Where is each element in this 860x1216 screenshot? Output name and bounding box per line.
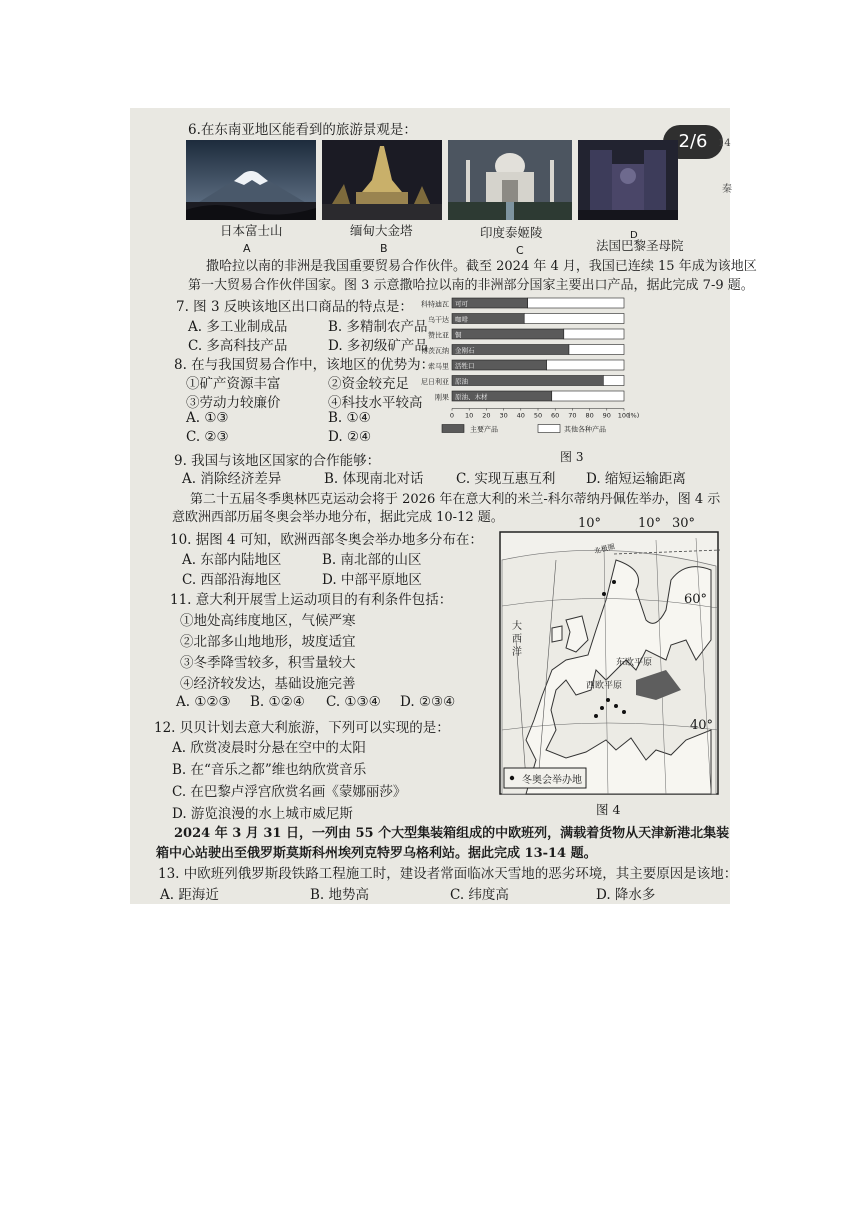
q13-option-a: A. 距海近 — [160, 887, 219, 903]
export-bar-chart — [400, 292, 670, 452]
x-tick-label: 10 — [465, 411, 474, 420]
x-tick-label: 70 — [568, 411, 577, 420]
q9-option-c: C. 实现互惠互利 — [456, 471, 556, 487]
bar-other-products — [524, 314, 624, 324]
map-legend-label: 冬奥会举办地 — [522, 775, 582, 786]
legend-label-other: 其他各种产品 — [564, 425, 606, 434]
photo-shwedagon-pagoda — [322, 140, 442, 220]
q11-item: ③冬季降雪较多，积雪量较大 — [180, 655, 356, 671]
bar-other-products — [547, 360, 624, 370]
x-unit-label: (%) — [628, 411, 640, 420]
q10-option-c: C. 西部沿海地区 — [182, 572, 282, 588]
bar-category-label: 赞比亚 — [428, 331, 449, 340]
q11-option-a: A. ①②③ — [176, 694, 231, 710]
edge-text: 秦 — [722, 184, 732, 195]
map-place-label: 西欧平原 — [586, 681, 623, 691]
q6-caption-c: 印度泰姬陵 — [480, 225, 543, 240]
q8-item: ③劳动力较廉价 — [186, 395, 281, 411]
q6-stem: 6.在东南亚地区能看到的旅游景观是： — [188, 122, 417, 138]
exam-page-photo — [130, 108, 757, 904]
q12-stem: 12. 贝贝计划去意大利旅游，下列可以实现的是： — [154, 720, 450, 736]
passage-2-line: 意欧洲西部历届冬奥会举办地分布，据此完成 10-12 题。 — [172, 510, 504, 525]
photo-mount-fuji — [186, 140, 316, 220]
passage-1-line: 撒哈拉以南的非洲是我国重要贸易合作伙伴。截至 2024 年 4 月，我国已连续 15 年成为该地区 — [206, 259, 757, 274]
bar-other-products — [564, 329, 624, 339]
legend-swatch-other — [538, 425, 560, 433]
photo-taj-mahal — [448, 140, 572, 220]
q9-option-a: A. 消除经济差异 — [182, 471, 282, 487]
bar-product-label: 原油 — [455, 377, 468, 386]
passage-3-line: 2024 年 3 月 31 日，一列由 55 个大型集装箱组成的中欧班列，满载着货物从天津新港北集装 — [174, 826, 730, 841]
q11-item: ②北部多山地地形，坡度适宜 — [180, 634, 356, 650]
passage-1-line: 第一大贸易合作伙伴国家。图 3 示意撒哈拉以南的非洲部分国家主要出口产品，据此完成 7-9 题。 — [188, 278, 754, 293]
q8-stem: 8. 在与我国贸易合作中，该地区的优势为： — [174, 357, 435, 373]
x-tick-label: 50 — [533, 411, 543, 420]
q7-option-b: B. 多精制农产品 — [328, 319, 428, 335]
q13-option-b: B. 地势高 — [310, 887, 370, 903]
q9-option-d: D. 缩短运输距离 — [586, 471, 686, 487]
map-place-label: 大西洋 — [512, 621, 522, 658]
q13-option-d: D. 降水多 — [596, 887, 656, 903]
bar-main-product — [452, 376, 603, 386]
q10-option-d: D. 中部平原地区 — [322, 572, 422, 588]
q6-letter-a: A — [243, 242, 251, 255]
bar-main-product — [452, 329, 564, 339]
bar-product-label: 金刚石 — [455, 346, 475, 355]
q11-option-b: B. ①②④ — [250, 694, 305, 710]
map-longitude-label: 10° — [638, 516, 662, 531]
q12-option-c: C. 在巴黎卢浮宫欣赏名画《蒙娜丽莎》 — [172, 784, 407, 800]
edge-text: 14 — [718, 138, 731, 149]
q8-option-a: A. ①③ — [186, 410, 229, 426]
q9-stem: 9. 我国与该地区国家的合作能够： — [174, 453, 381, 469]
bar-other-products — [603, 376, 624, 386]
x-tick-label: 30 — [499, 411, 508, 420]
q7-option-a: A. 多工业制成品 — [188, 319, 288, 335]
bar-other-products — [528, 298, 624, 308]
q7-option-c: C. 多高科技产品 — [188, 338, 288, 354]
map-place-label: 东欧平原 — [616, 658, 653, 668]
q8-item: ②资金较充足 — [328, 376, 409, 392]
q10-option-a: A. 东部内陆地区 — [182, 552, 282, 568]
map-place-label: 北极圈 — [593, 542, 616, 556]
q11-option-d: D. ②③④ — [400, 694, 456, 710]
q6-letter-c: C — [516, 244, 524, 257]
bar-category-label: 博茨瓦纳 — [421, 347, 449, 355]
x-tick-label: 0 — [449, 411, 455, 420]
x-tick-label: 90 — [602, 411, 611, 420]
bar-category-label: 刚果 — [435, 393, 449, 402]
q6-letter-b: B — [380, 242, 388, 255]
q9-option-b: B. 体现南北对话 — [324, 471, 424, 487]
q8-item: ④科技水平较高 — [328, 395, 423, 411]
bar-category-label: 科特迪瓦 — [421, 300, 449, 309]
q8-option-d: D. ②④ — [328, 429, 372, 445]
passage-3-line: 箱中心站驶出至俄罗斯莫斯科州埃列克特罗乌格利站。据此完成 13-14 题。 — [156, 846, 597, 861]
bar-other-products — [552, 391, 624, 401]
bar-other-products — [569, 345, 624, 355]
x-tick-label: 20 — [482, 411, 491, 420]
x-tick-label: 100 — [617, 411, 631, 420]
bar-category-label: 乌干达 — [428, 316, 449, 324]
legend-swatch-main — [442, 425, 464, 433]
bar-product-label: 原油、木材 — [455, 393, 488, 401]
q6-caption-b: 缅甸大金塔 — [350, 223, 413, 238]
q10-stem: 10. 据图 4 可知，欧洲西部冬奥会举办地多分布在： — [170, 532, 483, 548]
x-tick-label: 80 — [585, 411, 594, 420]
figure-3-label: 图 3 — [560, 450, 584, 464]
bar-product-label: 可可 — [455, 300, 468, 308]
map-longitude-label: 30° — [672, 516, 696, 531]
figure-4-label: 图 4 — [596, 802, 621, 817]
map-latitude-label: 40° — [690, 718, 714, 733]
bar-product-label: 咖啡 — [455, 315, 468, 324]
legend-label-main: 主要产品 — [470, 425, 498, 434]
q10-option-b: B. 南北部的山区 — [322, 552, 422, 568]
q6-caption-a: 日本富士山 — [220, 223, 283, 238]
q7-stem: 7. 图 3 反映该地区出口商品的特点是： — [176, 299, 413, 315]
q13-option-c: C. 纬度高 — [450, 887, 509, 903]
photo-notre-dame — [578, 140, 678, 220]
bar-product-label: 活牲口 — [455, 362, 475, 370]
passage-2-line: 第二十五届冬季奥林匹克运动会将于 2026 年在意大利的米兰-科尔蒂纳丹佩佐举办，图 4 示 — [190, 492, 721, 507]
q12-option-d: D. 游览浪漫的水上城市威尼斯 — [172, 806, 353, 822]
q12-option-b: B. 在“音乐之都”维也纳欣赏音乐 — [172, 762, 367, 778]
x-tick-label: 40 — [516, 411, 525, 420]
q8-item: ①矿产资源丰富 — [186, 376, 281, 392]
q12-option-a: A. 欣赏凌晨时分悬在空中的太阳 — [172, 740, 366, 756]
q11-stem: 11. 意大利开展雪上运动项目的有利条件包括： — [170, 592, 453, 608]
bar-category-label: 尼日利亚 — [421, 378, 449, 386]
europe-winter-olympics-map — [496, 516, 726, 800]
x-tick-label: 60 — [551, 411, 560, 420]
q8-option-b: B. ①④ — [328, 410, 371, 426]
bar-product-label: 铜 — [455, 331, 462, 339]
q11-item: ①地处高纬度地区，气候严寒 — [180, 613, 356, 629]
q7-option-d: D. 多初级矿产品 — [328, 338, 428, 354]
q11-item: ④经济较发达，基础设施完善 — [180, 676, 356, 692]
page-indicator-badge[interactable]: 2/6 — [663, 125, 723, 159]
q11-option-c: C. ①③④ — [326, 694, 381, 710]
q13-stem: 13. 中欧班列俄罗斯段铁路工程施工时，建设者常面临冰天雪地的恶劣环境，其主要原因是该地： — [158, 866, 738, 882]
map-latitude-label: 60° — [684, 592, 708, 607]
q6-caption-d: 法国巴黎圣母院 — [596, 238, 684, 253]
bar-category-label: 索马里 — [428, 362, 449, 371]
q6-letter-d: D — [630, 230, 638, 241]
q8-option-c: C. ②③ — [186, 429, 229, 445]
map-longitude-label: 10° — [578, 516, 602, 531]
